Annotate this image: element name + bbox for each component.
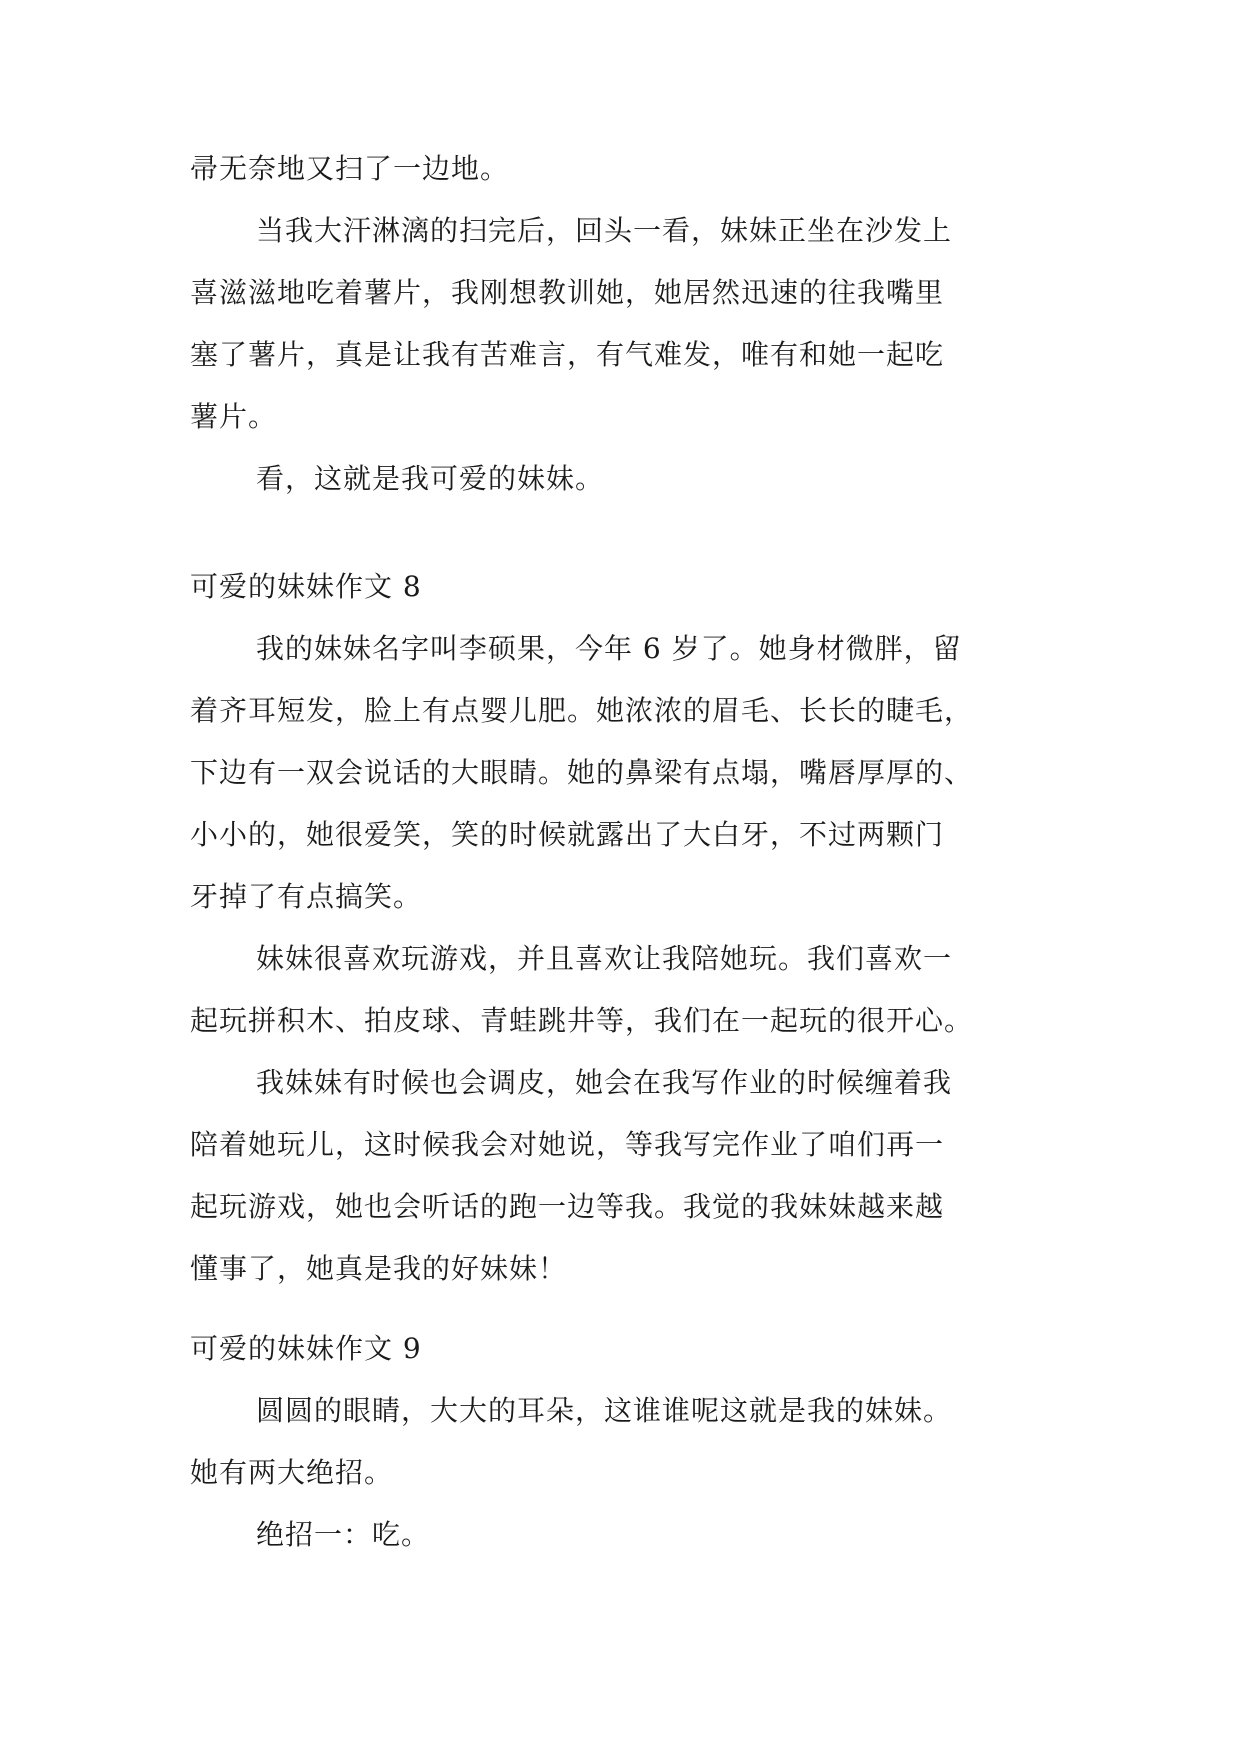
paragraph-line: 塞了薯片，真是让我有苦难言，有气难发，唯有和她一起吃 — [190, 338, 945, 371]
paragraph-line: 看，这就是我可爱的妹妹。 — [256, 462, 605, 495]
paragraph-line: 我妹妹有时候也会调皮，她会在我写作业的时候缠着我 — [256, 1066, 953, 1099]
essay-9 — [190, 1318, 1070, 1566]
paragraph-line: 小小的，她很爱笑，笑的时候就露出了大白牙，不过两颗门 — [190, 818, 945, 851]
paragraph-line: 妹妹很喜欢玩游戏，并且喜欢让我陪她玩。我们喜欢一 — [256, 942, 953, 975]
paragraph-line: 起玩拼积木、拍皮球、青蛙跳井等，我们在一起玩的很开心。 — [190, 1004, 974, 1037]
paragraph-line: 当我大汗淋漓的扫完后，回头一看，妹妹正坐在沙发上 — [256, 214, 953, 247]
paragraph-line: 着齐耳短发，脸上有点婴儿肥。她浓浓的眉毛、长长的睫毛， — [190, 694, 974, 727]
paragraph-line: 下边有一双会说话的大眼睛。她的鼻梁有点塌，嘴唇厚厚的、 — [190, 756, 974, 789]
essay-heading: 可爱的妹妹作文 9 — [190, 1332, 422, 1365]
paragraph-line: 起玩游戏，她也会听话的跑一边等我。我觉的我妹妹越来越 — [190, 1190, 945, 1223]
paragraph-line: 喜滋滋地吃着薯片，我刚想教训她，她居然迅速的往我嘴里 — [190, 276, 945, 309]
paragraph-line: 陪着她玩儿，这时候我会对她说，等我写完作业了咱们再一 — [190, 1128, 945, 1161]
paragraph-line: 牙掉了有点搞笑。 — [190, 880, 423, 913]
paragraph-line: 她有两大绝招。 — [190, 1456, 394, 1489]
paragraph-line: 懂事了，她真是我的好妹妹！ — [190, 1252, 568, 1285]
paragraph-line: 我的妹妹名字叫李硕果，今年 6 岁了。她身材微胖，留 — [256, 632, 962, 665]
paragraph-line: 帚无奈地又扫了一边地。 — [190, 152, 510, 185]
paragraph-line: 圆圆的眼睛，大大的耳朵，这谁谁呢这就是我的妹妹。 — [256, 1394, 953, 1427]
paragraph-line: 绝招一：吃。 — [256, 1518, 431, 1551]
essay-8 — [190, 556, 1070, 1300]
paragraph-line: 薯片。 — [190, 400, 278, 433]
essay-heading: 可爱的妹妹作文 8 — [190, 570, 422, 603]
previous-essay-ending — [190, 138, 1070, 510]
